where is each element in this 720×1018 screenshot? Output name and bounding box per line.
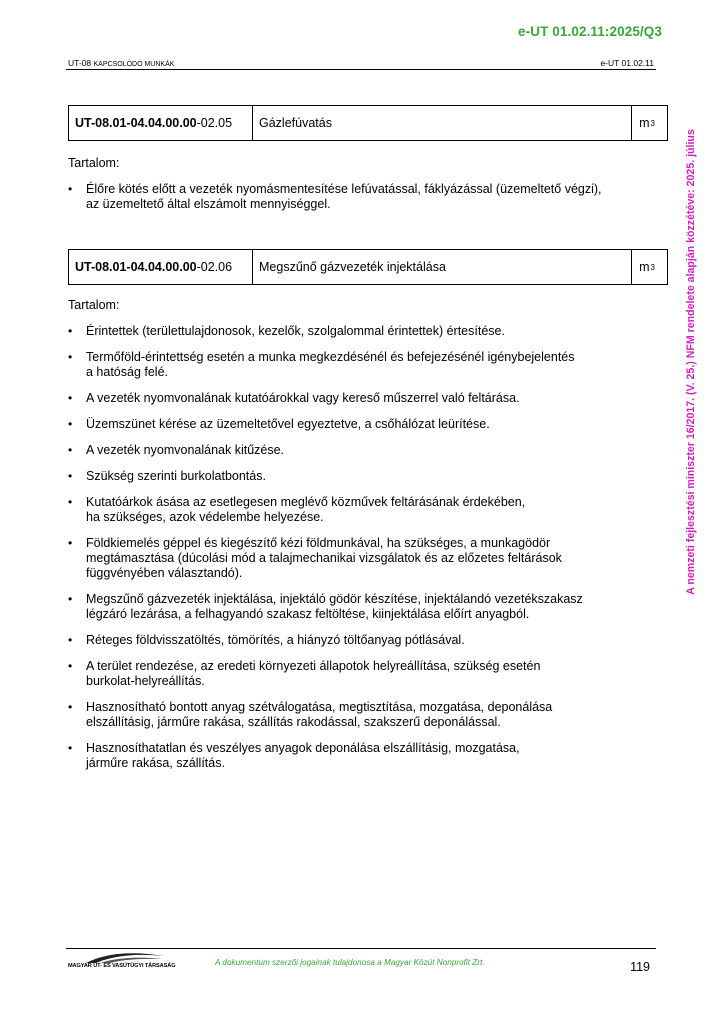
bullet-item bbox=[68, 469, 648, 484]
organization-logo bbox=[66, 950, 176, 976]
bullet-text: Üzemszünet kérése az üzemeltetővel egyeztetve, a csőhálózat leürítése. bbox=[86, 417, 490, 431]
unit-base: m bbox=[639, 260, 650, 274]
page-number: 119 bbox=[630, 960, 650, 974]
bullet-item bbox=[68, 417, 648, 432]
section-title: KAPCSOLÓDÓ MUNKÁK bbox=[93, 61, 175, 68]
copyright-notice: A dokumentum szerzői jogainak tulajdonosa a Magyar Közút Nonprofit Zrt. bbox=[215, 958, 485, 967]
bullet-item bbox=[68, 495, 648, 525]
bullet-list-1 bbox=[68, 182, 648, 212]
bullet-item bbox=[68, 443, 648, 458]
unit-exponent: 3 bbox=[650, 118, 655, 128]
item-code-cell bbox=[69, 250, 253, 284]
item-name: Megszűnő gázvezeték injektálása bbox=[259, 260, 446, 274]
bullet-text: Hasznosíthatatlan és veszélyes anyagok deponálása elszállításig, mozgatása, járműre rakása, szállítás. bbox=[86, 741, 520, 770]
bullet-text: A vezeték nyomvonalának kutatóárokkal vagy kereső műszerrel való feltárása. bbox=[86, 391, 520, 405]
section-code: e-UT 01.02.11 bbox=[600, 58, 654, 68]
bullet-text: Hasznosítható bontott anyag szétválogatása, megtisztítása, mozgatása, deponálása elszállításig, járműre rakása, szállítás rakodással, szakszerű deponálással. bbox=[86, 700, 553, 729]
bullet-text: Termőföld-érintettség esetén a munka megkezdésénél és befejezésénél igénybejelentés a hatóság felé. bbox=[86, 350, 575, 379]
bullet-dot-icon: • bbox=[68, 469, 73, 483]
bullet-dot-icon: • bbox=[68, 659, 73, 673]
unit-exponent: 3 bbox=[650, 262, 655, 272]
bullet-item bbox=[68, 633, 648, 648]
item-table-1 bbox=[68, 105, 668, 141]
item-table-2 bbox=[68, 249, 668, 285]
bullet-item bbox=[68, 391, 648, 406]
item-code-main: UT-08.01-04.04.00.00 bbox=[75, 260, 197, 274]
bullet-dot-icon: • bbox=[68, 633, 73, 647]
footer-divider bbox=[66, 948, 656, 949]
bullet-dot-icon: • bbox=[68, 350, 73, 364]
bullet-text: Megszűnő gázvezeték injektálása, injektáló gödör készítése, injektálandó vezetékszakasz légzáró lezárása, a felhagyandó szakasz feltöltése, kiinjektálása előírt anyagból. bbox=[86, 592, 583, 621]
bullet-text: A vezeték nyomvonalának kitűzése. bbox=[86, 443, 285, 457]
item-code-suffix: -02.06 bbox=[196, 260, 233, 274]
section-header bbox=[68, 58, 174, 68]
bullet-text: Kutatóárkok ásása az esetlegesen meglévő közművek feltárásának érdekében, ha szükséges, azok védelembe helyezése. bbox=[86, 495, 526, 524]
side-note-text: A nemzeti fejlesztési miniszter 16/2017. (V. 25.) NFM rendelete alapján közzétéve: 2025. július bbox=[685, 129, 697, 595]
bullet-text: A terület rendezése, az eredeti környezeti állapotok helyreállítása, szükség esetén burkolat-helyreállítás. bbox=[86, 659, 541, 688]
bullet-list-2 bbox=[68, 324, 648, 782]
bullet-item bbox=[68, 324, 648, 339]
item-name: Gázlefúvatás bbox=[259, 116, 332, 130]
header-divider bbox=[66, 69, 656, 70]
bullet-item bbox=[68, 182, 648, 212]
bullet-text: Szükség szerinti burkolatbontás. bbox=[86, 469, 266, 483]
item-unit bbox=[631, 106, 667, 140]
content-label: Tartalom: bbox=[68, 298, 120, 312]
logo-swoosh-icon bbox=[66, 950, 166, 964]
bullet-item bbox=[68, 700, 648, 730]
document-code: e-UT 01.02.11:2025/Q3 bbox=[518, 24, 662, 39]
item-code-main: UT-08.01-04.04.00.00 bbox=[75, 116, 197, 130]
section-prefix: UT-08 bbox=[68, 58, 94, 68]
bullet-dot-icon: • bbox=[68, 391, 73, 405]
bullet-text: Réteges földvisszatöltés, tömörítés, a hiányzó töltőanyag pótlásával. bbox=[86, 633, 465, 647]
bullet-item bbox=[68, 536, 648, 581]
item-code-suffix: -02.05 bbox=[196, 116, 233, 130]
unit-base: m bbox=[639, 116, 650, 130]
bullet-dot-icon: • bbox=[68, 443, 73, 457]
bullet-dot-icon: • bbox=[68, 536, 73, 550]
bullet-item bbox=[68, 741, 648, 771]
bullet-item bbox=[68, 350, 648, 380]
bullet-dot-icon: • bbox=[68, 182, 73, 196]
bullet-dot-icon: • bbox=[68, 741, 73, 755]
bullet-item bbox=[68, 659, 648, 689]
bullet-dot-icon: • bbox=[68, 324, 73, 338]
item-code-cell bbox=[69, 106, 253, 140]
bullet-item bbox=[68, 592, 648, 622]
bullet-text: Érintettek (területtulajdonosok, kezelők, szolgalommal érintettek) értesítése. bbox=[86, 324, 505, 338]
bullet-dot-icon: • bbox=[68, 417, 73, 431]
item-unit bbox=[631, 250, 667, 284]
bullet-dot-icon: • bbox=[68, 495, 73, 509]
bullet-dot-icon: • bbox=[68, 592, 73, 606]
side-publication-note bbox=[684, 96, 698, 628]
content-label: Tartalom: bbox=[68, 156, 120, 170]
bullet-dot-icon: • bbox=[68, 700, 73, 714]
logo-text: MAGYAR ÚT- ÉS VASÚTÜGYI TÁRSASÁG bbox=[68, 963, 176, 969]
bullet-text: Földkiemelés géppel és kiegészítő kézi földmunkával, ha szükséges, a munkagödör megtámasztása (dúcolási mód a talajmechanikai vizsgálatok és az előzetes feltárások függvényében választandó). bbox=[86, 536, 562, 580]
bullet-text: Élőre kötés előtt a vezeték nyomásmentesítése lefúvatással, fáklyázással (üzemeltető végzi), az üzemeltető által elszámolt mennyiséggel. bbox=[86, 182, 602, 211]
